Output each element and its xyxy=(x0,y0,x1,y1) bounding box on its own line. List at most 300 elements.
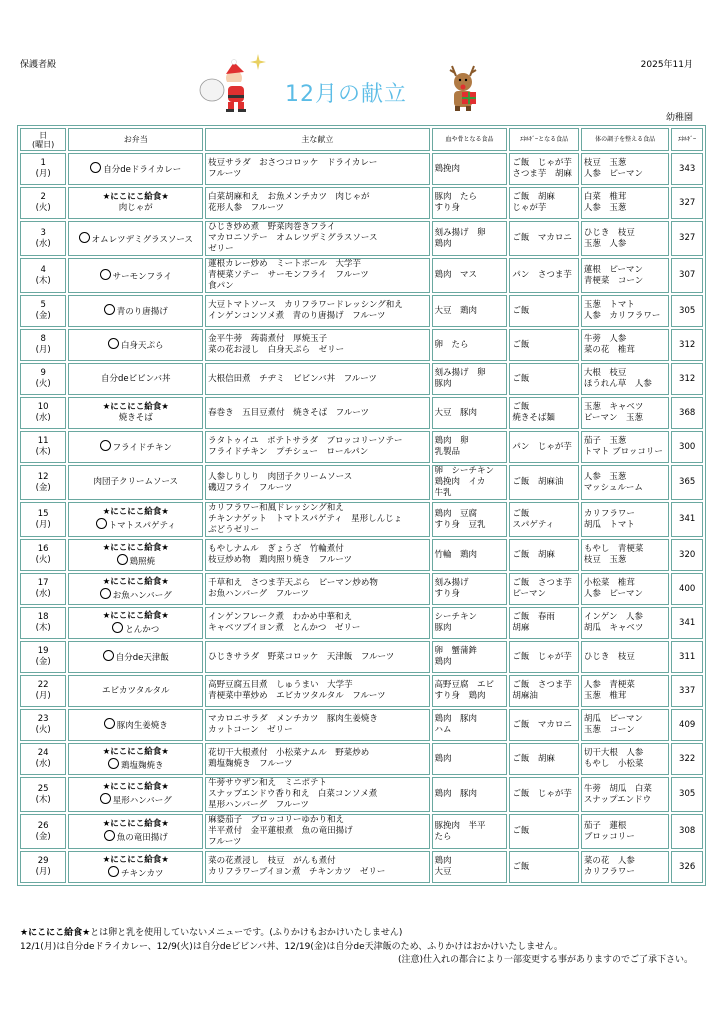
day-number: 29 xyxy=(37,856,49,866)
weekday: (火) xyxy=(35,203,51,213)
blood-bone-line: 高野豆腐 エビ xyxy=(434,680,495,690)
blood-bone-line: すり身 xyxy=(434,589,461,599)
blood-bone-line: 刻み揚げ 卵 xyxy=(434,227,486,238)
blood-bone-cell xyxy=(432,153,508,185)
body-food-line: ピーマン 玉葱 xyxy=(583,413,644,423)
body-food-line: マッシュルーム xyxy=(583,482,643,493)
col-bento: お弁当 xyxy=(68,128,203,151)
bento-cell xyxy=(68,573,203,605)
energy-food-line: ご飯 じゃが芋 xyxy=(512,158,572,168)
main-menu-line: 金平牛蒡 蒟蒻煮付 厚焼玉子 xyxy=(208,334,328,344)
body-food-cell xyxy=(581,851,669,883)
body-food-cell xyxy=(581,258,669,293)
kcal-value: 305 xyxy=(679,789,696,799)
main-menu-line: 蓮根カレー炒め ミートボール 大学芋 xyxy=(208,259,362,269)
body-food-line: 玉葱 トマト xyxy=(583,300,635,310)
body-food-cell xyxy=(581,675,669,707)
nikoniko-label: ★にこにこ給食★ xyxy=(102,819,169,829)
main-menu-line: 半平煮付 金平蓮根煮 魚の竜田揚げ xyxy=(208,826,353,836)
energy-food-cell xyxy=(509,814,579,849)
bento-item xyxy=(71,232,200,246)
energy-food-line: 胡麻油 xyxy=(512,691,538,701)
body-food-line: 人参 玉葱 xyxy=(583,203,627,213)
bento-item-label: 豚肉生姜焼き xyxy=(116,721,168,731)
bento-cell xyxy=(68,607,203,639)
table-row xyxy=(20,641,703,673)
kcal-cell xyxy=(671,187,703,219)
energy-food-cell xyxy=(509,465,579,500)
main-menu-line: 白菜胡麻和え お魚メンチカツ 肉じゃが xyxy=(208,192,370,202)
main-menu-cell xyxy=(205,502,429,537)
energy-food-cell xyxy=(509,153,579,185)
chicken-icon xyxy=(104,304,115,315)
energy-food-line: ご飯 胡麻 xyxy=(512,753,555,764)
blood-bone-line: 鶏肉 xyxy=(434,753,452,764)
kcal-cell xyxy=(671,777,703,812)
nikoniko-label: ★にこにこ給食★ xyxy=(102,542,169,553)
body-food-line: 茄子 蓮根 xyxy=(583,820,627,831)
energy-food-cell xyxy=(509,502,579,537)
body-food-line: 胡瓜 ピーマン xyxy=(583,714,644,724)
body-food-cell xyxy=(581,502,669,537)
blood-bone-cell xyxy=(432,777,508,812)
blood-bone-cell xyxy=(432,675,508,707)
kcal-cell xyxy=(671,502,703,537)
blood-bone-cell xyxy=(432,187,508,219)
bento-item-label: 鶏塩麹焼き xyxy=(121,760,164,771)
egg-icon xyxy=(79,232,90,243)
body-food-line: 玉葱 人参 xyxy=(583,238,627,249)
body-food-line: 牛蒡 人参 xyxy=(583,334,627,344)
bento-item xyxy=(71,304,200,318)
table-row xyxy=(20,777,703,812)
energy-food-line: ご飯 xyxy=(512,339,530,350)
body-food-line: 玉葱 椎茸 xyxy=(583,691,627,701)
main-menu-line: ラタトゥイユ ポテトサラダ ブロッコリーソテー xyxy=(208,436,403,446)
main-menu-cell xyxy=(205,814,429,849)
page-title: 12月の献立 xyxy=(285,82,407,107)
kcal-cell xyxy=(671,641,703,673)
energy-food-line: ご飯 胡麻油 xyxy=(512,477,564,487)
pig-icon xyxy=(100,793,111,804)
nikoniko-label: ★にこにこ給食★ xyxy=(102,192,169,202)
main-menu-line: ひじき炒め煮 野菜肉巻きフライ xyxy=(208,222,336,232)
main-menu-cell xyxy=(205,641,429,673)
main-menu-cell xyxy=(205,221,429,256)
day-number: 12 xyxy=(37,471,49,482)
energy-food-line: ご飯 さつま芋 xyxy=(512,578,572,588)
weekday: (木) xyxy=(35,447,51,457)
blood-bone-cell xyxy=(432,607,508,639)
weekday: (水) xyxy=(35,759,51,769)
date-cell xyxy=(20,709,66,741)
energy-food-line: ご飯 マカロニ xyxy=(512,233,572,243)
date-cell xyxy=(20,431,66,463)
energy-food-line: パン じゃが芋 xyxy=(512,441,572,452)
chicken-icon xyxy=(117,554,128,565)
body-food-cell xyxy=(581,777,669,812)
weekday: (月) xyxy=(35,867,51,877)
kcal-cell xyxy=(671,329,703,361)
bento-cell xyxy=(68,295,203,327)
main-menu-cell xyxy=(205,675,429,707)
body-food-cell xyxy=(581,431,669,463)
main-menu-line: ぶどうゼリー xyxy=(208,525,260,535)
weekday: (火) xyxy=(35,725,51,735)
chicken-icon xyxy=(100,440,111,451)
school-name: 幼稚園 xyxy=(665,113,693,123)
date-cell xyxy=(20,363,66,395)
main-menu-cell xyxy=(205,295,429,327)
blood-bone-cell xyxy=(432,743,508,775)
day-number: 18 xyxy=(37,612,49,622)
egg-icon xyxy=(103,650,114,661)
energy-food-cell xyxy=(509,431,579,463)
blood-bone-cell xyxy=(432,851,508,883)
col-blood-bone: 血や骨となる食品 xyxy=(432,128,508,151)
main-menu-line: 星形ハンバーグ フルーツ xyxy=(208,800,309,810)
body-food-line: 人参 ピーマン xyxy=(583,169,644,179)
bento-cell xyxy=(68,641,203,673)
kcal-value: 400 xyxy=(679,583,696,594)
energy-food-line: ご飯 xyxy=(512,402,530,412)
kcal-value: 341 xyxy=(679,514,696,524)
weekday: (水) xyxy=(35,413,51,423)
energy-food-cell xyxy=(509,363,579,395)
blood-bone-cell xyxy=(432,363,508,395)
body-food-line: 人参 青梗菜 xyxy=(583,680,635,690)
kcal-value: 327 xyxy=(679,233,696,243)
blood-bone-cell xyxy=(432,329,508,361)
main-menu-line: ゼリー xyxy=(208,244,234,254)
energy-food-cell xyxy=(509,709,579,741)
bento-item-label: 肉団子クリームソース xyxy=(93,477,179,487)
bento-item-label: トマトスパゲティ xyxy=(108,521,176,531)
energy-food-cell xyxy=(509,295,579,327)
energy-food-line: ご飯 xyxy=(512,373,530,384)
blood-bone-line: 豚挽肉 半平 xyxy=(434,820,486,831)
energy-food-cell xyxy=(509,743,579,775)
main-menu-line: 食パン xyxy=(208,281,234,291)
date-cell xyxy=(20,221,66,256)
date-cell xyxy=(20,539,66,571)
main-menu-line: 牛蒡サウザン和え ミニポテト xyxy=(208,778,328,788)
main-menu-line: 鶏塩麹焼き フルーツ xyxy=(208,759,293,769)
main-menu-line: カリフラワー和風ドレッシング和え xyxy=(208,503,344,513)
blood-bone-line: 卵 シーチキン xyxy=(434,466,494,476)
kcal-cell xyxy=(671,539,703,571)
main-menu-cell xyxy=(205,465,429,500)
main-menu-line: キャベツブイヨン煮 とんかつ ゼリー xyxy=(208,623,361,633)
kcal-cell xyxy=(671,431,703,463)
bento-item xyxy=(71,758,200,772)
blood-bone-line: 鶏肉 卵 xyxy=(434,436,469,446)
weekday: (火) xyxy=(35,555,51,565)
table-row xyxy=(20,221,703,256)
date-cell xyxy=(20,465,66,500)
footer-note-3: (注意)仕入れの都合により一部変更する事がありますのでご了承下さい。 xyxy=(397,955,693,965)
kcal-value: 337 xyxy=(679,685,696,696)
weekday: (水) xyxy=(35,238,51,249)
day-number: 15 xyxy=(37,508,49,519)
bento-item xyxy=(71,588,200,602)
footer-note-1-text: とは卵と乳を使用していないメニューです。(ふりかけもおかけいたしません) xyxy=(90,928,403,938)
weekday: (金) xyxy=(35,482,51,493)
bento-item xyxy=(71,269,200,283)
col-energy-food: ｴﾈﾙｷﾞｰとなる食品 xyxy=(509,128,579,151)
body-food-cell xyxy=(581,187,669,219)
weekday: (月) xyxy=(35,345,51,355)
table-row xyxy=(20,187,703,219)
nikoniko-label: ★にこにこ給食★ xyxy=(102,746,169,757)
col-main: 主な献立 xyxy=(205,128,429,151)
day-number: 24 xyxy=(37,748,49,758)
bento-item xyxy=(71,413,200,424)
weekday: (金) xyxy=(35,657,51,667)
body-food-cell xyxy=(581,295,669,327)
santa-icon xyxy=(198,56,258,116)
blood-bone-cell xyxy=(432,573,508,605)
body-food-cell xyxy=(581,397,669,429)
bento-cell xyxy=(68,851,203,883)
energy-food-line: ご飯 じゃが芋 xyxy=(512,651,572,662)
body-food-cell xyxy=(581,329,669,361)
table-header-row xyxy=(20,128,703,151)
blood-bone-cell xyxy=(432,221,508,256)
kcal-cell xyxy=(671,465,703,500)
kcal-value: 300 xyxy=(679,441,696,452)
table-row xyxy=(20,397,703,429)
bento-cell xyxy=(68,777,203,812)
bento-item-label: 肉じゃが xyxy=(118,203,153,213)
kcal-value: 326 xyxy=(679,861,696,872)
kcal-value: 368 xyxy=(679,407,696,418)
bento-item xyxy=(71,338,200,352)
main-menu-line: 麻婆茄子 ブロッコリーゆかり和え xyxy=(208,815,345,825)
bento-cell xyxy=(68,431,203,463)
date-cell xyxy=(20,777,66,812)
body-food-cell xyxy=(581,573,669,605)
nikoniko-label: ★にこにこ給食★ xyxy=(102,576,169,587)
body-food-line: 胡瓜 トマト xyxy=(583,519,635,530)
bento-item xyxy=(71,622,200,636)
body-food-line: 人参 玉葱 xyxy=(583,471,627,482)
main-menu-cell xyxy=(205,258,429,293)
main-menu-line: マカロニソテー オムレツデミグラスソース xyxy=(208,233,378,243)
blood-bone-cell xyxy=(432,709,508,741)
body-food-line: 切干大根 人参 xyxy=(583,748,644,758)
bento-cell xyxy=(68,502,203,537)
energy-food-cell xyxy=(509,641,579,673)
bento-item-label: 自分de天津飯 xyxy=(115,653,169,663)
bento-cell xyxy=(68,397,203,429)
main-menu-cell xyxy=(205,607,429,639)
body-food-line: 玉葱 キャベツ xyxy=(583,402,644,412)
bento-item-label: 青のり唐揚げ xyxy=(116,307,168,317)
blood-bone-line: シーチキン xyxy=(434,612,477,622)
blood-bone-line: 鶏肉 豚肉 xyxy=(434,789,478,799)
main-menu-cell xyxy=(205,709,429,741)
bento-item xyxy=(71,718,200,732)
blood-bone-line: たら xyxy=(434,831,452,842)
bento-cell xyxy=(68,465,203,500)
body-food-line: 大根 枝豆 xyxy=(583,368,627,378)
blood-bone-cell xyxy=(432,502,508,537)
main-menu-line: チキンナゲット トマトスパゲティ 星形しんじょ xyxy=(208,514,403,524)
kcal-cell xyxy=(671,675,703,707)
main-menu-line: 枝豆炒め物 鶏肉照り焼き フルーツ xyxy=(208,555,352,565)
main-menu-cell xyxy=(205,431,429,463)
energy-food-line: ご飯 じゃが芋 xyxy=(512,789,572,799)
main-menu-cell xyxy=(205,397,429,429)
table-row xyxy=(20,465,703,500)
date-cell xyxy=(20,329,66,361)
main-menu-cell xyxy=(205,851,429,883)
main-menu-line: 春巻き 五目豆煮付 焼きそば フルーツ xyxy=(208,407,369,418)
date-cell xyxy=(20,814,66,849)
body-food-line: ひじき 枝豆 xyxy=(583,227,635,238)
main-menu-line: 花切干大根煮付 小松菜ナムル 野菜炒め xyxy=(208,748,370,758)
bento-item xyxy=(71,518,200,532)
bento-item-label: チキンカツ xyxy=(121,868,164,879)
energy-food-cell xyxy=(509,397,579,429)
day-number: 4 xyxy=(40,264,46,275)
date-cell xyxy=(20,502,66,537)
date-cell xyxy=(20,641,66,673)
energy-food-line: スパゲティ xyxy=(512,519,555,530)
weekday: (金) xyxy=(35,831,51,842)
date-cell xyxy=(20,187,66,219)
body-food-line: もやし 小松菜 xyxy=(583,759,644,769)
body-food-cell xyxy=(581,641,669,673)
kcal-cell xyxy=(671,743,703,775)
table-row xyxy=(20,329,703,361)
bento-cell xyxy=(68,329,203,361)
bento-item xyxy=(71,203,200,214)
bento-item-label: お魚ハンバーグ xyxy=(112,590,172,601)
blood-bone-cell xyxy=(432,295,508,327)
body-food-line: 菜の花 人参 xyxy=(583,856,635,866)
main-menu-line: インゲンフレーク煮 わかめ中華和え xyxy=(208,612,352,622)
pig-icon xyxy=(112,622,123,633)
kcal-cell xyxy=(671,573,703,605)
blood-bone-line: 鶏肉 豚肉 xyxy=(434,714,478,724)
main-menu-line: 菜の花お浸し 白身天ぷら ゼリー xyxy=(208,345,345,355)
blood-bone-line: 鶏肉 xyxy=(434,657,452,667)
kcal-value: 343 xyxy=(679,163,696,174)
blood-bone-line: 乳製品 xyxy=(434,447,461,457)
table-row xyxy=(20,675,703,707)
main-menu-line: カットコーン ゼリー xyxy=(208,725,293,735)
body-food-line: カリフラワー xyxy=(583,867,635,877)
table-row xyxy=(20,258,703,293)
energy-food-line: パン さつま芋 xyxy=(512,270,572,280)
bento-item-label: とんかつ xyxy=(125,624,160,635)
day-number: 25 xyxy=(37,783,49,794)
date-cell xyxy=(20,573,66,605)
blood-bone-line: 大豆 xyxy=(434,867,452,877)
body-food-line: 青梗菜 コーン xyxy=(583,275,644,286)
nikoniko-label: ★にこにこ給食★ xyxy=(102,610,169,621)
energy-food-cell xyxy=(509,607,579,639)
kcal-cell xyxy=(671,221,703,256)
body-food-line: ほうれん草 人参 xyxy=(583,379,652,389)
body-food-line: 牛蒡 胡瓜 白菜 xyxy=(583,783,652,794)
date-cell xyxy=(20,675,66,707)
bento-cell xyxy=(68,221,203,256)
main-menu-line: 青梗菜中華炒め エビカツタルタル フルーツ xyxy=(208,691,386,701)
bento-item-label: フライドチキン xyxy=(112,443,172,453)
kcal-value: 311 xyxy=(679,651,696,662)
body-food-line: 胡瓜 キャベツ xyxy=(583,623,644,633)
table-row xyxy=(20,607,703,639)
bento-item xyxy=(71,650,200,664)
bento-item-label: 鶏照焼 xyxy=(129,556,156,567)
main-menu-line: 枝豆サラダ おさつコロッケ ドライカレー xyxy=(208,158,378,168)
body-food-line: カリフラワー xyxy=(583,508,635,519)
body-food-line: もやし 青梗菜 xyxy=(583,544,644,554)
body-food-line: 玉葱 コーン xyxy=(583,725,635,735)
energy-food-line: ご飯 xyxy=(512,861,530,872)
day-number: 9 xyxy=(40,368,46,378)
kcal-cell xyxy=(671,363,703,395)
body-food-cell xyxy=(581,607,669,639)
main-menu-line: 菜の花煮浸し 枝豆 がんも煮付 xyxy=(208,856,336,866)
blood-bone-line: 豚肉 たら xyxy=(434,192,478,202)
col-body: 体の調子を整える食品 xyxy=(581,128,669,151)
weekday: (月) xyxy=(35,169,51,179)
blood-bone-cell xyxy=(432,397,508,429)
blood-bone-line: 卵 たら xyxy=(434,339,469,350)
table-row xyxy=(20,743,703,775)
bento-item-label: 自分deドライカレー xyxy=(103,165,182,175)
date-cell xyxy=(20,851,66,883)
kcal-cell xyxy=(671,814,703,849)
blood-bone-line: すり身 鶏肉 xyxy=(434,691,486,701)
energy-food-line: ご飯 胡麻 xyxy=(512,549,555,560)
main-menu-line: フルーツ xyxy=(208,837,242,847)
energy-food-line: ご飯 胡麻 xyxy=(512,192,555,202)
weekday: (木) xyxy=(35,275,51,286)
kcal-cell xyxy=(671,607,703,639)
main-menu-line: 磯辺フライ フルーツ xyxy=(208,482,293,493)
energy-food-line: ご飯 xyxy=(512,305,530,316)
main-menu-cell xyxy=(205,187,429,219)
weekday: (木) xyxy=(35,623,51,633)
kcal-cell xyxy=(671,851,703,883)
main-menu-line: フライドチキン プチシュー ロールパン xyxy=(208,447,369,457)
day-number: 5 xyxy=(40,300,46,310)
bento-item xyxy=(71,162,200,176)
main-menu-line: 大豆トマトソース カリフラワードレッシング和え xyxy=(208,300,403,310)
blood-bone-line: 鶏肉 xyxy=(434,856,452,866)
kcal-cell xyxy=(671,295,703,327)
kcal-value: 312 xyxy=(679,339,696,350)
table-row xyxy=(20,573,703,605)
bento-item xyxy=(71,440,200,454)
nikoniko-label: ★にこにこ給食★ xyxy=(102,402,169,412)
table-row xyxy=(20,814,703,849)
body-food-cell xyxy=(581,814,669,849)
kcal-value: 312 xyxy=(679,373,696,384)
body-food-line: 枝豆 玉葱 xyxy=(583,158,627,168)
kcal-cell xyxy=(671,709,703,741)
table-row xyxy=(20,295,703,327)
weekday: (月) xyxy=(35,519,51,530)
bento-item xyxy=(71,830,200,844)
date-cell xyxy=(20,607,66,639)
footer-note-2: 12/1(月)は自分deドライカレー、12/9(火)は自分deビビンバ丼、12/19(金)は自分de天津飯のため、ふりかけはおかけいたしません。 xyxy=(20,942,563,952)
